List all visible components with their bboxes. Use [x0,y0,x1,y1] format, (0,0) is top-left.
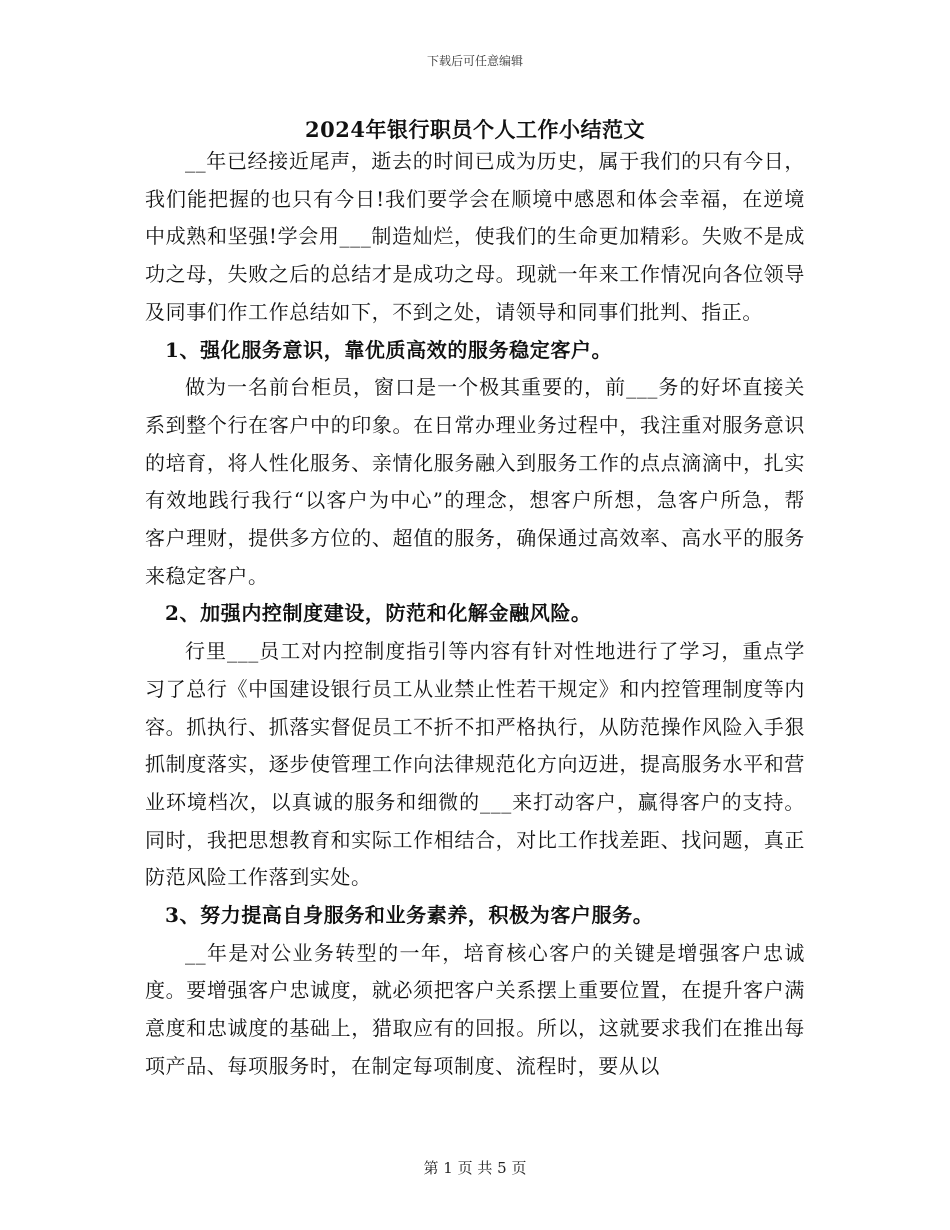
document-body [145,143,805,1086]
section-paragraph-2: 行里___员工对内控制度指引等内容有针对性地进行了学习，重点学习了总行《中国建设银行员工从业禁止性若干规定》和内控管理制度等内容。抓执行、抓落实督促员工不折不扣严格执行，从防范操作风险入手狠抓制度落实，逐步使管理工作向法律规范化方向迈进，提高服务水平和营业环境档次，以真诚的服务和细微的___来打动客户，赢得客户的支持。同时，我把思想教育和实际工作相结合，对比工作找差距、找问题，真正防范风险工作落到实处。 [145,639,805,890]
header-note: 下载后可任意编辑 [426,54,523,68]
section-heading-3: 3、努力提高自身服务和业务素养，积极为客户服务。 [165,903,654,928]
section-paragraph-3: __年是对公业务转型的一年，培育核心客户的关键是增强客户忠诚度。要增强客户忠诚度，就必须把客户关系摆上重要位置，在提升客户满意度和忠诚度的基础上，猎取应有的回报。所以，这就要求我们在推出每项产品、每项服务时，在制定每项制度、流程时，要从以 [145,940,805,1078]
section-paragraph-1: 做为一名前台柜员，窗口是一个极其重要的，前___务的好坏直接关系到整个行在客户中的印象。在日常办理业务过程中，我注重对服务意识的培育，将人性化服务、亲情化服务融入到服务工作的点点滴滴中，扎实有效地践行我行“以客户为中心”的理念，想客户所想，急客户所急，帮客户理财，提供多方位的、超值的服务，确保通过高效率、高水平的服务来稳定客户。 [145,375,805,588]
section-heading-1: 1、强化服务意识，靠优质高效的服务稳定客户。 [165,337,613,362]
intro-paragraph: __年已经接近尾声，逝去的时间已成为历史，属于我们的只有今日，我们能把握的也只有今日!我们要学会在顺境中感恩和体会幸福，在逆境中成熟和坚强!学会用___制造灿烂，使我们的生命更加精彩。失败不是成功之母，失败之后的总结才是成功之母。现就一年来工作情况向各位领导及同事们作工作总结如下，不到之处，请领导和同事们批判、指正。 [145,149,805,324]
document-title: 2024年银行职员个人工作小结范文 [305,117,645,142]
page-footer: 第 1 页 共 5 页 [423,1159,527,1177]
section-heading-2: 2、加强内控制度建设，防范和化解金融风险。 [165,601,592,626]
